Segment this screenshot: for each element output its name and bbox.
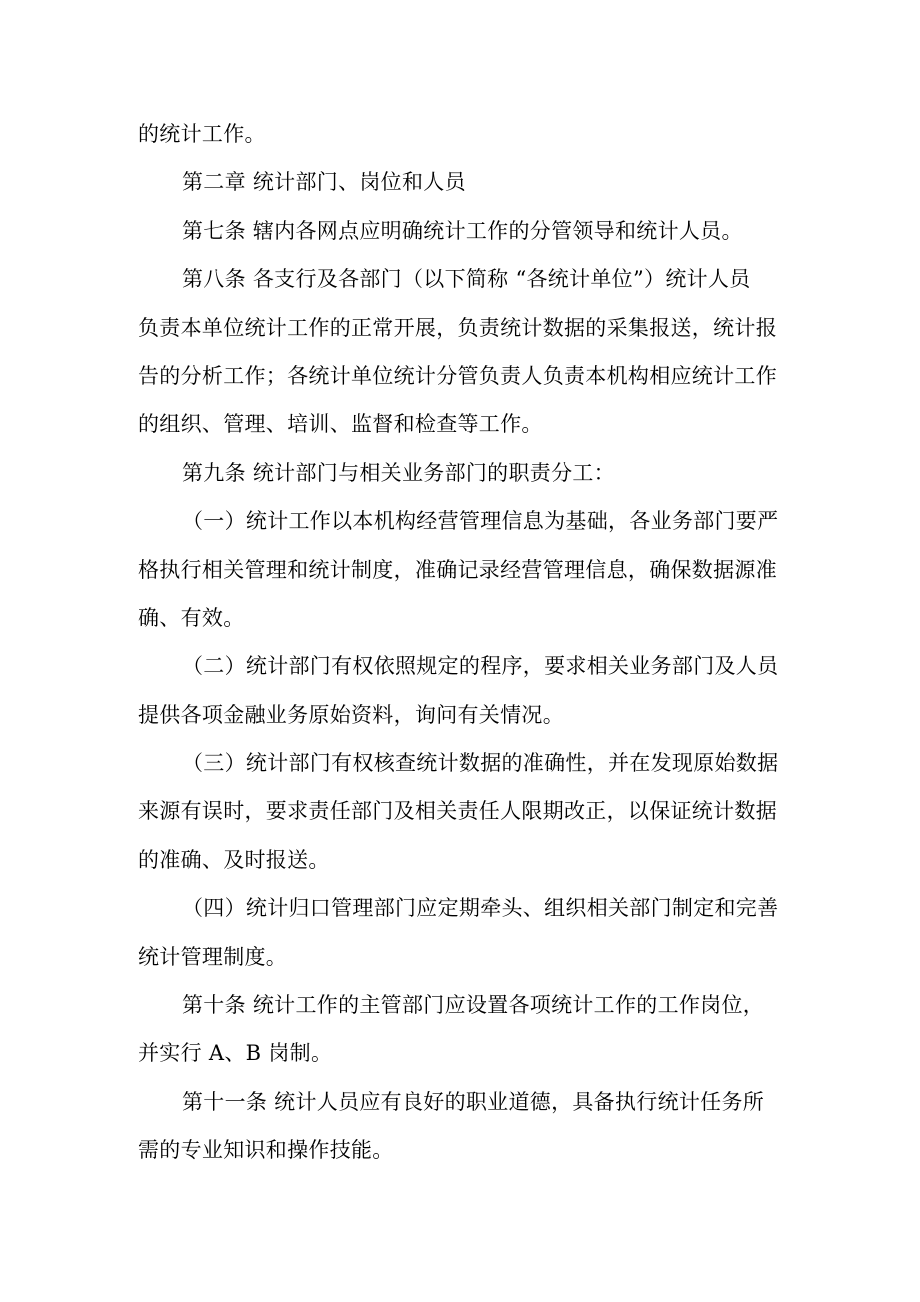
item-2-line-1: （二）统计部门有权依照规定的程序，要求相关业务部门及人员 [182, 654, 779, 679]
article-10-line-2: 并实行 A、B 岗制。 [138, 1041, 333, 1066]
article-8-line-1: 第八条 各支行及各部门（以下简称 “各统计单位”）统计人员 [182, 267, 751, 292]
item-4-line-2: 统计管理制度。 [138, 944, 288, 969]
item-2-line-2: 提供各项金融业务原始资料，询问有关情况。 [138, 702, 564, 727]
paragraph-line: 的统计工作。 [138, 122, 266, 146]
item-1-line-2: 格执行相关管理和统计制度，准确记录经营管理信息，确保数据源准 [138, 557, 777, 582]
item-4-line-1: （四）统计归口管理部门应定期牵头、组织相关部门制定和完善 [182, 896, 779, 921]
item-3-line-2: 来源有误时，要求责任部门及相关责任人限期改正，以保证统计数据 [138, 799, 777, 824]
document-body [138, 110, 788, 1175]
article-11-line-1: 第十一条 统计人员应有良好的职业道德，具备执行统计任务所 [182, 1089, 765, 1114]
article-9: 第九条 统计部门与相关业务部门的职责分工： [182, 460, 615, 485]
item-3-line-1: （三）统计部门有权核查统计数据的准确性，并在发现原始数据 [182, 751, 779, 776]
item-3-line-3: 的准确、及时报送。 [138, 847, 330, 872]
article-8-line-2: 负责本单位统计工作的正常开展，负责统计数据的采集报送，统计报 [138, 315, 777, 340]
article-11-line-2: 需的专业知识和操作技能。 [138, 1138, 394, 1163]
article-7: 第七条 辖内各网点应明确统计工作的分管领导和统计人员。 [182, 218, 743, 243]
chapter-heading: 第二章 统计部门、岗位和人员 [182, 170, 466, 195]
article-8-line-4: 的组织、管理、培训、监督和检查等工作。 [138, 412, 543, 437]
item-1-line-3: 确、有效。 [138, 605, 245, 630]
item-1-line-1: （一）统计工作以本机构经营管理信息为基础，各业务部门要严 [182, 509, 779, 534]
article-8-line-3: 告的分析工作；各统计单位统计分管负责人负责本机构相应统计工作 [138, 363, 777, 388]
article-10-line-1: 第十条 统计工作的主管部门应设置各项统计工作的工作岗位， [182, 993, 765, 1018]
